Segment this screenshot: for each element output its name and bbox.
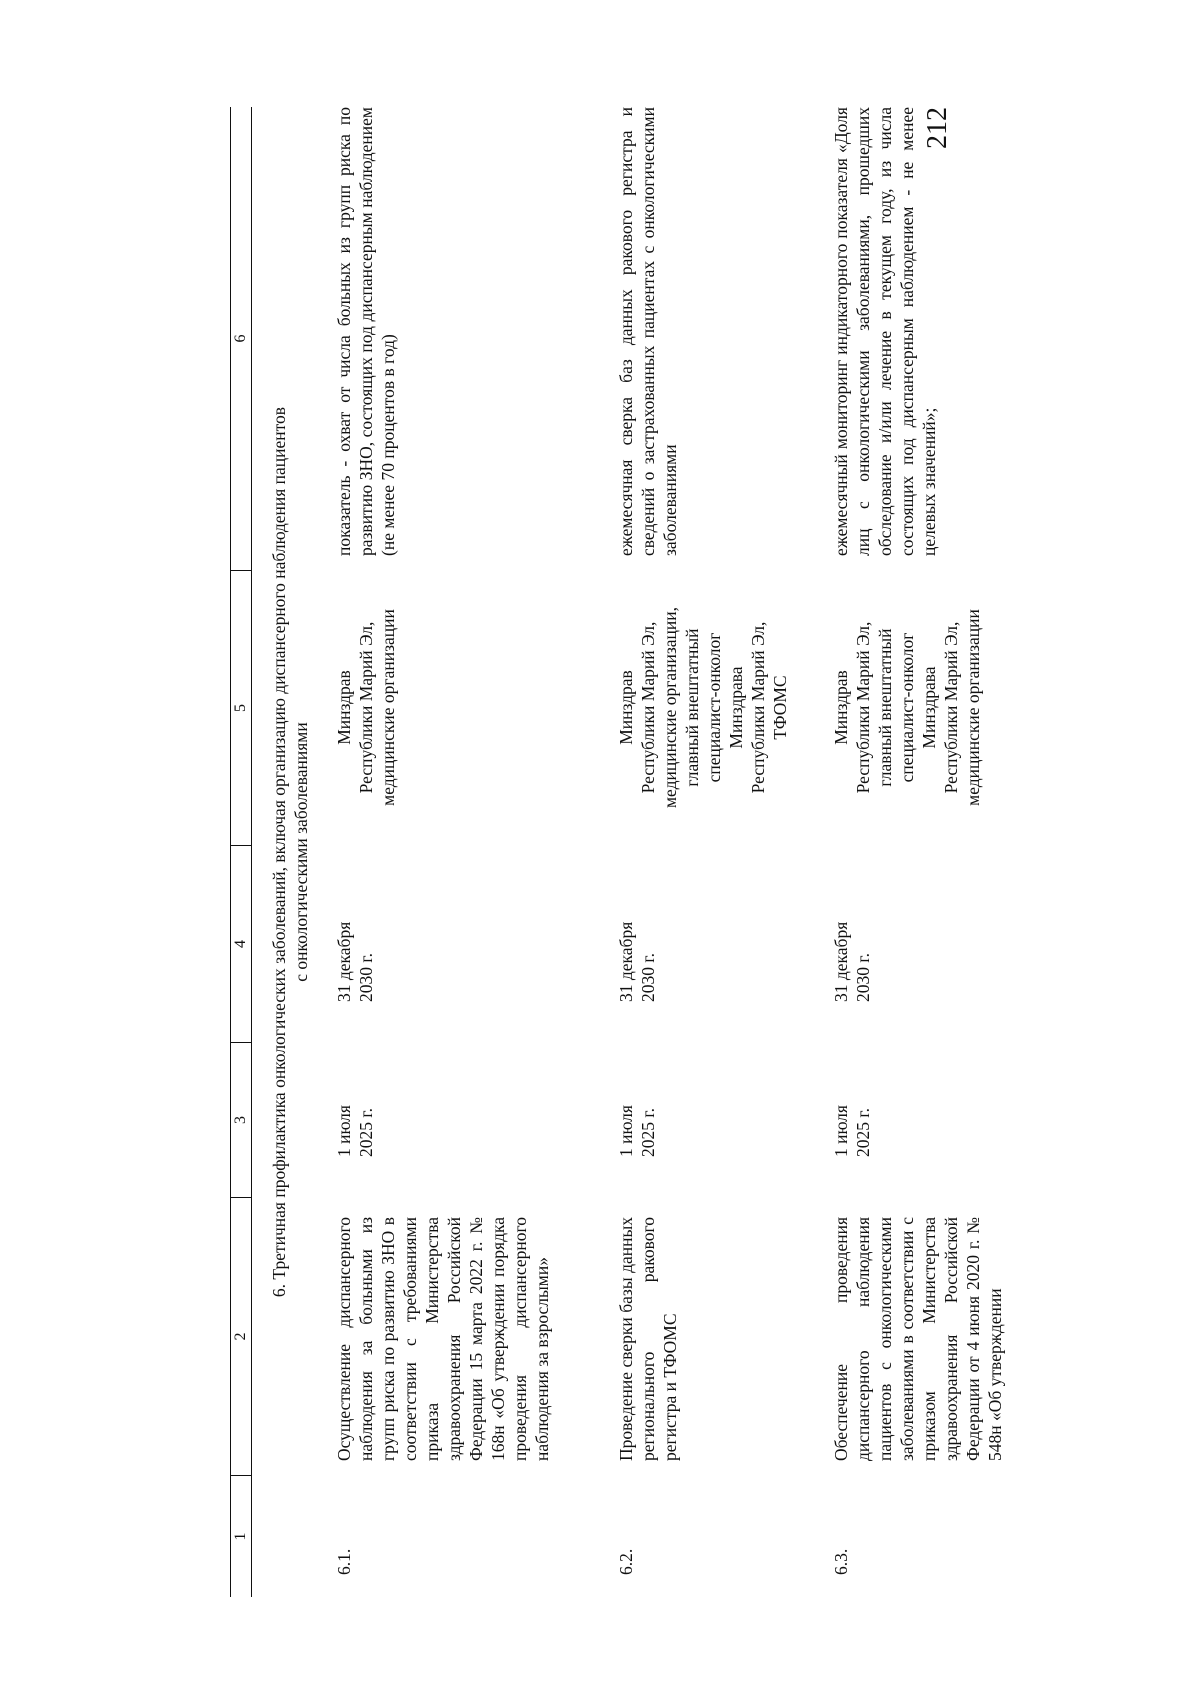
row-result: ежемесячный мониторинг индикаторного показателя «Доля лиц с онкологическими заболеваниями, прошедших обследование и/или лечение в текущем году, из числа состоящих под диспансерным наблюдением - не менее целевых значений»;: [831, 107, 939, 556]
column-number: 4: [231, 845, 251, 1042]
column-number: 6: [232, 334, 249, 343]
table-row: [830, 107, 1006, 1597]
row-end-date: 31 декабря 2030 г.: [831, 921, 873, 1002]
page-number: 212: [922, 107, 953, 149]
table-row: [615, 107, 791, 1597]
row-result: показатель - охват от числа больных из групп риска по развитию ЗНО, состоящих под диспансерным наблюдением (не менее 70 процентов в год): [334, 107, 398, 556]
row-number: 6.3.: [831, 1548, 851, 1575]
row-responsible: Минздрав Республики Марий Эл, главный внештатный специалист-онколог Минздрава Республики Марий Эл, медицинские организации: [831, 609, 983, 806]
table-row: [333, 107, 553, 1597]
row-end-date: 31 декабря 2030 г.: [334, 921, 376, 1002]
row-action: Проведение сверки базы данных регионального ракового регистра и ТФОМС: [616, 1217, 680, 1461]
column-number: 2: [231, 1197, 251, 1475]
section-title: 6. Третичная профилактика онкологических заболеваний, включая организацию диспансерного наблюдения пациентов с онкологическими заболеваниями: [269, 406, 311, 1298]
row-action: Обеспечение проведения диспансерного наблюдения пациентов с онкологическими заболеваниями в соответствии с приказом Министерства здравоохранения Российской Федерации от 4 июня 2020 г. № 548н «Об утверждении: [831, 1217, 1005, 1461]
row-start-date: 1 июля 2025 г.: [831, 1105, 873, 1157]
row-result: ежемесячная сверка баз данных ракового регистра и сведений о застрахованных пациентах с онкологическими заболеваниями: [616, 107, 680, 556]
row-responsible: Минздрав Республики Марий Эл, медицинские организации: [334, 609, 398, 806]
row-action: Осуществление диспансерного наблюдения за больными из групп риска по развитию ЗНО в соответствии с требованиями приказа Министерства здравоохранения Российской Федерации 15 марта 2022 г. № 168н «Об утверждении порядка проведения диспансерного наблюдения за взрослыми»: [334, 1217, 552, 1461]
row-start-date: 1 июля 2025 г.: [616, 1105, 658, 1157]
column-number: 1: [231, 1475, 251, 1597]
column-number: 5: [231, 570, 251, 845]
row-number: 6.1.: [334, 1548, 354, 1575]
row-responsible: Минздрав Республики Марий Эл, медицинские организации, главный внештатный специалист-онколог Минздрава Республики Марий Эл, ТФОМС: [616, 606, 790, 809]
row-start-date: 1 июля 2025 г.: [334, 1105, 376, 1157]
landscape-table: [230, 107, 1070, 1597]
row-end-date: 31 декабря 2030 г.: [616, 921, 658, 1002]
column-number: 3: [231, 1042, 251, 1197]
column-number-header: [230, 107, 252, 1597]
row-number: 6.2.: [616, 1548, 636, 1575]
